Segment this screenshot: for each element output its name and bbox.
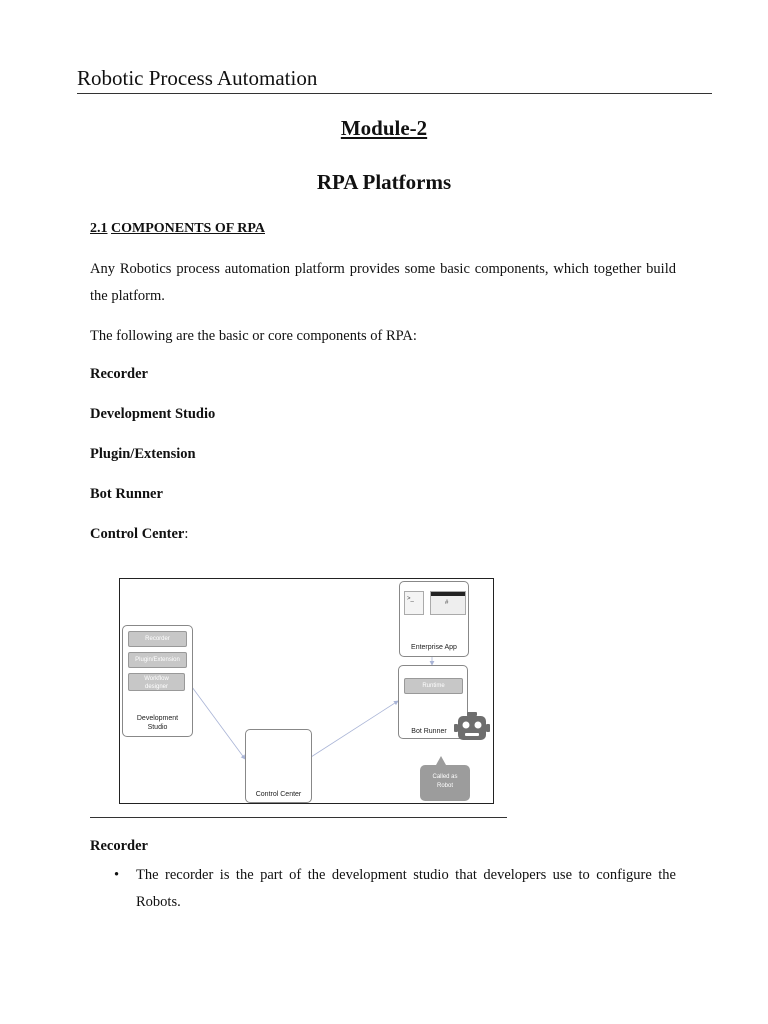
page-title: RPA Platforms [316, 170, 452, 194]
rpa-components-diagram [119, 578, 494, 804]
intro-paragraph: Any Robotics process automation platform provides some basic components, which together build the platform. [90, 261, 676, 304]
control-center-label: Control Center [255, 791, 302, 798]
component-development-studio: Development Studio [90, 406, 216, 422]
component-control-center-label: Control Center [90, 526, 185, 542]
runtime-pill: Runtime [404, 678, 463, 694]
bullet-icon: • [114, 867, 120, 883]
component-suffix: : [184, 526, 189, 542]
components-intro: The following are the basic or core components of RPA: [90, 328, 417, 344]
recorder-heading: Recorder [90, 838, 148, 854]
control-center-box [245, 729, 312, 803]
bot-runner-label: Bot Runner [411, 728, 447, 735]
development-studio-box [122, 625, 193, 737]
enterprise-app-box [399, 581, 469, 657]
bullet-text: The recorder is the part of the development studio that developers use to configure the Robots. [136, 867, 676, 910]
robot-callout: Called as Robot [420, 765, 470, 801]
component-plugin-extension: Plugin/Extension [90, 446, 196, 462]
section-title: COMPONENTS OF RPA [111, 221, 265, 236]
development-studio-label: Development Studio [136, 715, 179, 731]
section-number: 2.1 [90, 221, 108, 236]
page-header: Robotic Process Automation [77, 66, 712, 94]
workflow-designer-pill: Workflow designer [128, 673, 185, 691]
plugin-pill: Plugin/Extension [128, 652, 187, 668]
arrow-control-to-bot [311, 701, 398, 757]
terminal-icon: >_ [404, 591, 424, 615]
component-bot-runner: Bot Runner [90, 486, 163, 502]
component-control-center [90, 526, 188, 543]
section-heading [90, 221, 265, 237]
arrow-dev-to-control [192, 687, 245, 759]
module-title: Module-2 [340, 116, 428, 140]
divider [90, 817, 507, 818]
recorder-pill: Recorder [128, 631, 187, 647]
component-recorder: Recorder [90, 366, 148, 382]
enterprise-app-label: Enterprise App [411, 644, 457, 651]
robot-icon [454, 712, 490, 742]
window-icon: # [430, 591, 466, 615]
